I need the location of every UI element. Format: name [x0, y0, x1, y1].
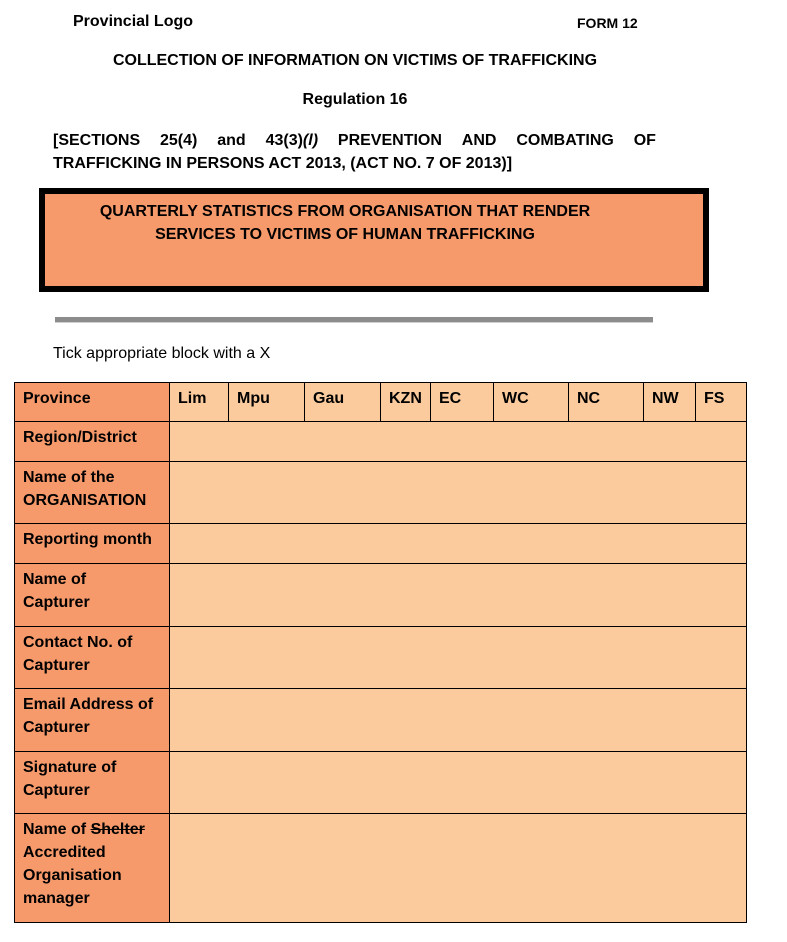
reporting-month-label: Reporting month	[15, 524, 170, 564]
organisation-name-field[interactable]	[170, 462, 747, 524]
capturer-name-field[interactable]	[170, 564, 747, 627]
sections-line-1	[53, 129, 656, 152]
capturer-name-label: Name of Capturer	[15, 564, 170, 627]
province-option-wc[interactable]: WC	[494, 383, 569, 422]
province-option-gau[interactable]: Gau	[305, 383, 381, 422]
signature-field[interactable]	[170, 752, 747, 814]
provincial-logo-text: Provincial Logo	[73, 13, 194, 30]
sections-word: COMBATING	[516, 132, 614, 149]
table-row-reporting-month	[15, 524, 747, 564]
instruction-text: Tick appropriate block with a X	[53, 345, 271, 362]
province-option-nc[interactable]: NC	[569, 383, 644, 422]
banner-line-1: QUARTERLY STATISTICS FROM ORGANISATION THAT RENDER	[99, 203, 591, 220]
manager-name-label: Name of Shelter Accredited Organisation manager	[15, 814, 170, 923]
sections-word: 25(4)	[160, 132, 198, 149]
table-row-region	[15, 422, 747, 462]
table-row-signature	[15, 752, 747, 814]
sections-word: and	[217, 132, 246, 149]
region-district-label: Region/District	[15, 422, 170, 462]
province-option-kzn[interactable]: KZN	[381, 383, 431, 422]
table-row-email	[15, 689, 747, 752]
table-row-province	[15, 383, 747, 422]
banner-line-2: SERVICES TO VICTIMS OF HUMAN TRAFFICKING	[155, 226, 535, 243]
sections-word: 43(3)(l)	[265, 132, 319, 149]
sections-word: OF	[633, 132, 656, 149]
struck-word: Shelter	[90, 821, 145, 838]
province-option-ec[interactable]: EC	[431, 383, 494, 422]
banner-text	[45, 200, 645, 246]
contact-number-label: Contact No. of Capturer	[15, 627, 170, 689]
sections-word: [SECTIONS	[53, 132, 141, 149]
horizontal-divider	[55, 317, 653, 323]
email-address-field[interactable]	[170, 689, 747, 752]
sections-reference	[53, 129, 656, 175]
manager-name-field[interactable]	[170, 814, 747, 923]
email-address-label: Email Address of Capturer	[15, 689, 170, 752]
sections-line-2: TRAFFICKING IN PERSONS ACT 2013, (ACT NO. 7 OF 2013)]	[53, 155, 513, 172]
regulation-label: Regulation 16	[302, 91, 408, 108]
table-row-organisation	[15, 462, 747, 524]
province-option-mpu[interactable]: Mpu	[229, 383, 305, 422]
information-table	[14, 382, 747, 923]
sections-word: PREVENTION	[337, 132, 442, 149]
table-row-contact	[15, 627, 747, 689]
sections-word: AND	[461, 132, 497, 149]
signature-label: Signature of Capturer	[15, 752, 170, 814]
province-option-fs[interactable]: FS	[696, 383, 747, 422]
contact-number-field[interactable]	[170, 627, 747, 689]
province-label: Province	[15, 383, 170, 422]
table-row-capturer-name	[15, 564, 747, 627]
region-district-field[interactable]	[170, 422, 747, 462]
reporting-month-field[interactable]	[170, 524, 747, 564]
province-option-lim[interactable]: Lim	[170, 383, 229, 422]
organisation-name-label: Name of the ORGANISATION	[15, 462, 170, 524]
province-option-nw[interactable]: NW	[644, 383, 696, 422]
document-title: COLLECTION OF INFORMATION ON VICTIMS OF TRAFFICKING	[112, 52, 598, 69]
form-number: FORM 12	[577, 15, 638, 31]
statistics-banner	[39, 188, 709, 292]
table-row-manager	[15, 814, 747, 923]
